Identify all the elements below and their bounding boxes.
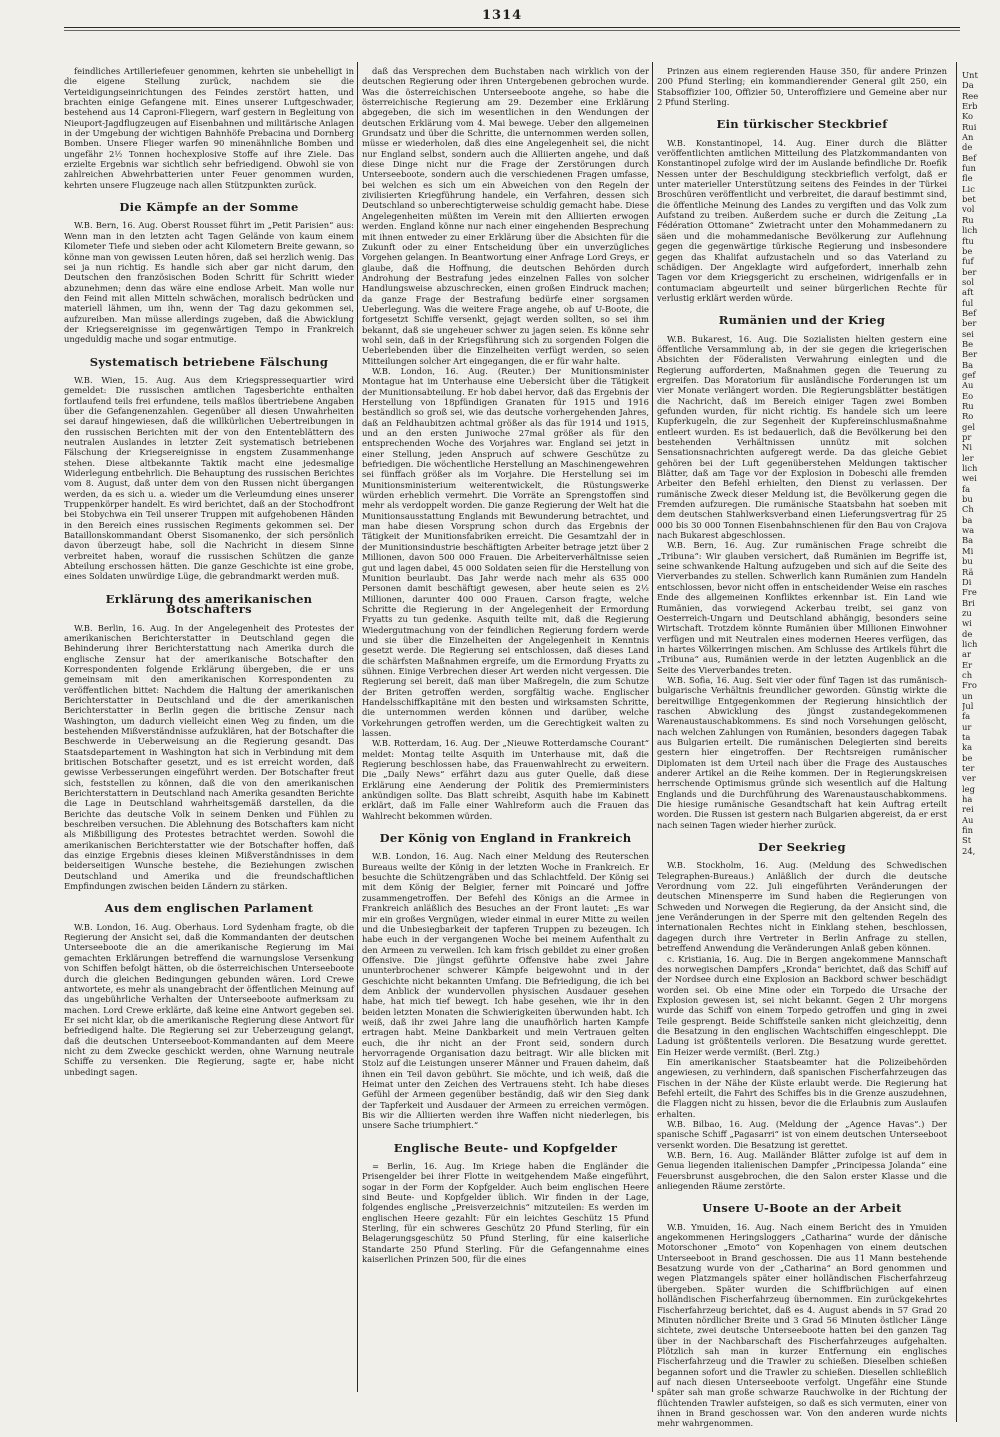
- edge-fragment: ba: [962, 514, 973, 525]
- edge-fragment: Ru: [962, 401, 974, 411]
- edge-fragment: Be: [962, 338, 974, 349]
- header-rule-thin: [64, 30, 960, 31]
- edge-fragment: St: [962, 835, 972, 846]
- edge-fragment: vol: [962, 204, 975, 215]
- edge-fragment: de: [962, 142, 973, 153]
- edge-fragment: fuf: [962, 256, 974, 267]
- column-divider-1: [357, 62, 358, 1392]
- edge-fragment: Unt: [962, 70, 978, 80]
- edge-fragment: zu: [962, 607, 972, 618]
- rumaenien-article-2: W.B. Bern, 16. Aug. Zur rumänischen Frage schreibt die „Tribuna“: Wir glauben versichert, daß Rumänien im Begriffe ist, seine schwankende Haltung aufzugeben und sich auf die Seite des Vierverbandes zu stellen. Schwerlich kann Rumänien zum Handeln entschlossen, bevor nicht offen in entscheidender Weise ein rasches Ende des allgemeinen Konfliktes erkennbar ist. Ein Land wie Rumänien, das vorwiegend Ackerbau treibt, sei ganz von Oesterreich-Ungarn und Deutschland abhängig, besonders seine Wirtschaft. Trotzdem könnte Rumänien über Millionen Einwohner verfügen und mit Neutralen eines modernen Heeres verfügen, das in hartes Völkerringen mischen. Am Schlusse des Artikels führt die „Tribuna“ aus, Rumänien werde in der letzten Augenblick an die Seite des Vierverbandes treten.: [657, 540, 947, 675]
- edge-fragment: bu: [962, 556, 973, 567]
- munition-article: W.B. London, 16. Aug. (Reuter.) Der Munitionsminister Montague hat im Unterhause eine Uebersicht über die Tätigkeit der Munitionsabteilung. Er hob dabei hervor, daß das Ergebnis der Herstellung von 18pfündigen Granaten für 1915 und 1916 beständlich so groß sei, wie das deutsche vorhergehenden Jahres, daß an Feldhaubitzen achtmal größer als das für 1914 und 1915, und an den ersten Juniwoche 27mal größer als für den entsprechenden Woche des Vorjahres war. England sei jetzt in einer Stellung, jeden Anspruch auf schwere Geschütze zu befriedigen. Die wöchentliche Herstellung an Maschinengewehren sei fünffach größer als im Vorjahre. Die Herstellung sei im Munitionsministerium weiterentwickelt, die Rüstungswerke würden erheblich vermehrt. Die Vorräte an Sprengstoffen sind mehr als verdoppelt worden. Die ganze Regierung der Welt hat die Munitionsausstattung Englands mit Bewunderung betrachtet, und man habe diesen Vorsprung schon durch das Ergebnis der Tätigkeit der Munitionsfabriken erreicht. Die Gesamtzahl der in der Munitionsindustrie beschäftigten Arbeiter betrage jetzt über 2 Millionen, davon 500 000 Frauen. Die Arbeiterverhältnisse seien gut und lagen dabei, 45 000 Soldaten seien für die Herstellung von Munition beurlaubt. Das Jahr werde nach mehr als 635 000 Personen damit beschäftigt gewesen, aber heute seien es 2½ Millionen, darunter 400 000 Frauen. Carson fragte, welche Schritte die Regierung in der Angelegenheit der Ermordung Fryatts zu tun gedenke. Asquith teilte mit, daß die Regierung Wiedergutmachung von der feindlichen Regierung fordern werde und sie über die Einzelheiten der Angelegenheit in Kenntnis gesetzt werde. Die Regierung sei entschlossen, daß dieses Land die schärfsten Maßnahmen ergreife, um die Ermordung Fryatts zu sühnen. Einige Verbrechen dieser Art werden nicht vergessen. Die Regierung sei bereit, daß man über Maßregeln, die zum Schutze der Briten getroffen werden, sorgfältig wache. Englischer Handelsschiffkapitäne mit den besten und wirksamsten Schritte, die unternommen werden können und darüber, welche Vorkehrungen getroffen werden, um die Gerechtigkeit walten zu lassen.: [362, 365, 649, 738]
- edge-fragment: fin: [962, 825, 973, 836]
- edge-fragment: sol: [962, 276, 975, 287]
- edge-fragment: wei: [962, 473, 977, 484]
- uboote-article: W.B. Ymuiden, 16. Aug. Nach einem Bericht des in Ymuiden angekommenen Heringsloggers „Catharina“ wurde der dänische Motorschoner „Emoto“ von Kopenhagen von einem deutschen Unterseeboot in Brand geschossen. Die aus 11 Mann bestehende Besatzung wurde von der „Catharina“ an Bord genommen und wegen Platzmangels später einer holländischen Fischerfahrzeug übergeben. Später wurden die Schiffbrüchigen auf einen holländischen Fischerfahrzeug übernommen. Ein zurückgekehrtes Fischerfahrzeug berichtet, daß es 4. August abends in 57 Grad 20 Minuten nördlicher Breite und 3 Grad 56 Minuten östlicher Länge sichtete, zwei deutsche Unterseeboote hatten bei den ganzen Tag über in der Nachbarschaft des Fischerfahrzeuges aufgehalten. Plötzlich sah man in kurzer Entfernung ein englisches Fischerfahrzeug und die Trawler zu schießen. Dieselben schießen begannen sofort und die Trawler zu schießen. Diesellen schließlich auf nach diesen Unterseeboote verfolgt. Ungefähr eine Stunde später sah man große schwarze Rauchwolke in der Richtung der flüchtenden Trawler aufsteigen, so daß es sich vermuten, einer von ihnen in Brand geschossen war. Von den anderen wurde nichts mehr wahrgenommen.: [657, 1221, 947, 1429]
- rumaenien-article-3: W.B. Sofia, 16. Aug. Seit vier oder fünf Tagen ist das rumänisch-bulgarische Verhältnis freundlicher geworden. Günstig wirkte die bereitwillige Entgegenkommen der Regierung hinsichtlich der raschen Abwicklung des jüngst zustandegekommenen Warenaustauschabkommens. Es sind noch Vorsehungen gelöscht, nach welchen Zahlungen von Rumänien, besonders dagegen Tabak aus Bulgarien erteilt. Die rumänischen Delegierten sind bereits gestern hier eingetroffen. Der Rechtsreigen rumänischer Diplomaten ist dem Urteil nach über die Frage des Austausches anderer Artikel an die Reihe kommen. Der in Regierungskreisen herrschende Optimismus gründe sich wesentlich auf die Haltung Englands und die Durchführung des Warenaustauschabkommens. Die hiesige rumänische Gesandtschaft hat kein Auftrag erteilt worden. Die Russen ist gestern nach Bulgarien abgereist, da er erst nach seinen Tagen wieder hierher zurück.: [657, 674, 947, 830]
- edge-fragment: lich: [962, 463, 978, 474]
- steckbrief-heading: Ein türkischer Steckbrief: [716, 117, 888, 132]
- edge-fragment: bet: [962, 194, 976, 205]
- column-2: [362, 66, 649, 1265]
- edge-fragment: Da: [962, 80, 974, 91]
- edge-fragment: Jul: [962, 700, 974, 711]
- edge-fragment: Erb: [962, 101, 978, 112]
- edge-fragment: Au: [962, 380, 974, 391]
- edge-fragment: lich: [962, 225, 978, 236]
- edge-fragment: ful: [962, 297, 974, 308]
- edge-fragment: sei: [962, 328, 974, 339]
- edge-fragment: lich: [962, 638, 978, 649]
- right-edge-divider: [956, 62, 957, 1422]
- edge-fragment: Rui: [962, 121, 977, 132]
- header-rule: [64, 27, 960, 28]
- edge-fragment: Rä: [962, 566, 974, 577]
- edge-fragment: ur: [962, 721, 972, 732]
- column-1: [64, 66, 354, 1077]
- edge-fragment: Ba: [962, 359, 974, 370]
- column-3: [657, 66, 947, 1429]
- edge-fragment: wi: [962, 618, 972, 629]
- parlament-article: W.B. London, 16. Aug. Oberhaus. Lord Sydenham fragte, ob die Regierung der Ansicht sei, daß die Kommandanten der deutschen Unterseeboote die an die amerikanische Regierung im Mai gemachten Erklärungen betreffend die warnungslose Versenkung von Schiffen befolgt hätten, ob die österreichischen Unterseeboote durch die gleichen Bedingungen gebunden wären. Lord Crewe antwortete, es mehr als unangebracht der öffentlichen Meinung auf das ungebührliche Verhalten der Unterseeboote aufmerksam zu machen. Lord Crewe erklärte, daß keine eine Antwort gegeben sei. Er sei nicht klar, ob die amerikanische Regierung diese Antwort für befriedigend halte. Die Regierung sei zur Ueberzeugung gelangt, daß die deutschen Unterseeboot-Kommandanten auf dem Meere nicht zu dem Zwecke geschickt werden, ohne Warnung neutrale Schiffe zu versenken. Die Regierung, sagte er, habe nicht unbedingt sagen.: [64, 921, 354, 1077]
- edge-fragment: Ba: [962, 535, 974, 546]
- column-2-intro: daß das Versprechen dem Buchstaben nach wirklich von der deutschen Regierung oder ihren Untergebenen gebrochen wurde. Was die österreichischen Unterseeboote angehe, so habe die österreichische Regierung am 29. Dezember eine Erklärung abgegeben, die sich im wesentlichen in den Wendungen der deutschen Erklärung vom 4. Mai bewege. Ueber den allgemeinen Grundsatz und über die Schritte, die unternommen werden sollen, müsse er wiederholen, daß dies eine Angelegenheit sei, die nicht nur England selbst, sondern auch die Alliierten angehe, und daß diese Dinge nicht nur die Frage der Zerstörungen durch Unterseeboote, sondern auch die verschiedenen Fragen umfasse, bei welchen es sich um ein Abweichen von den Regeln der zivilisierten Kriegführung handele, ein Verfahren, dessen sich Deutschland so unberechtigterweise schuldig gemacht habe. Diese Angelegenheiten müßten im Verein mit den Alliierten erwogen werden. England könne nur nach einer eingehenden Besprechung mit ihnen entweder zu einer Erklärung über die Absichten für die Zukunft oder zu einer Entscheidung über ein unverzügliches Vorgehen gelangen. In Beantwortung einer Anfrage Lord Greys, er glaube, daß die Hoffnung, die deutschen Behörden durch Androhung der Bestrafung jedes einzelnen Falles von solcher Handlungsweise abzuschrecken, einen großen Eindruck machen; da ganze Frage der Bestrafung bedürfe einer sorgsamen Ueberlegung. Was die weitere Frage angehe, ob auf U-Boote, die fortgesetzt Schiffe versenkt, gejagt werden sollten, so sei ihm bekannt, daß sie ungeheuer schwer zu jagen seien. Es könne sehr wohl sein, daß in der Kriegsführung sich zu sorgenden Folgen die Ueberlebenden über die Einzelheiten verfügt werden, so seien Mitteilungen solcher Art eingegangen, die er für wahr halte.: [362, 66, 649, 366]
- edge-fragment: Er: [962, 659, 973, 670]
- edge-fragment: ver: [962, 773, 976, 784]
- seekrieg-heading: Der Seekrieg: [758, 840, 846, 855]
- edge-fragment: Bef: [962, 307, 977, 318]
- edge-fragment: wa: [962, 525, 975, 536]
- beute-heading: Englische Beute- und Kopfgelder: [393, 1140, 618, 1155]
- edge-fragment: Eo: [962, 390, 974, 401]
- adjacent-page-fragment: [962, 70, 998, 856]
- edge-fragment: Ch: [962, 504, 974, 515]
- rumaenien-heading: Rumänien und der Krieg: [718, 313, 886, 328]
- edge-fragment: Ko: [962, 111, 974, 122]
- edge-fragment: Ber: [962, 349, 978, 360]
- edge-fragment: ka: [962, 742, 973, 753]
- edge-fragment: Bef: [962, 152, 977, 163]
- seekrieg-article: W.B. Stockholm, 16. Aug. (Meldung des Schwedischen Telegraphen-Bureaus.) Anläßlich der durch die deutsche Verordnung vom 22. Juli eingeführten Veränderungen der deutschen Minensperre im Sund haben die Regierungen von Schweden und Norwegen die Regierung, da der Ansicht sind, die jene Veränderungen in der Sperre mit den geltenden Regeln des internationalen Rechtes nicht in Einklang stehen, beschlossen, dagegen durch ihre Vertreter in Berlin Anfrage zu stellen, betreffend Anwendung die Veränderungen Anlaß geben können.: [657, 860, 947, 954]
- faelschung-article: W.B. Wien, 15. Aug. Aus dem Kriegspressequartier wird gemeldet: Die russischen amtlichen Tagesberichte enthalten fortlaufend teils frei erfundene, teils maßlos übertriebene Angaben über die Gefangenenzahlen. Gegenüber all diesen Unwahrheiten sei darauf hingewiesen, daß die willkürlichen Uebertreibungen in den russischen Berichten mit der von den Ententeblättern des neutralen Auslandes in letzter Zeit systematisch betriebenen Fälschung der Kriegsereignisse in engstem Zusammenhange stehen. Diese altbekannte Taktik macht eine jedesmalige Widerlegung entbehrlich. Die Behauptung des russischen Berichtes vom 8. August, daß unter dem von den Russen nicht übergangen werden, da es sich u. a. wieder um die Verleumdung eines unserer Truppenkörper handelt. Es wird berichtet, daß an der Stochodfront bei Stobychwa ein Teil unserer Truppen mit aufgehobenen Händen in den Bereich eines russischen Regiments gekommen sei. Der Bataillonskommandant Oberst Sisomanenko, der sich persönlich davon überzeugt habe, soll die Nachricht in diesem Sinne verbreitet haben, worauf die russischen Schützen die ganze Abteilung erschossen hätten. Die ganze Geschichte ist eine grobe, eines Soldaten unwürdige Lüge, die gebrandmarkt werden muß.: [64, 374, 354, 582]
- edge-fragment: ber: [962, 266, 977, 277]
- seekrieg-article-4: W.B. Bilbao, 16. Aug. (Meldung der „Agence Havas“.) Der spanische Schiff „Pagasarri“ ist von einem deutschen Unterseeboot versenkt worden. Die Besatzung ist gerettet.: [657, 1119, 947, 1150]
- edge-fragment: ch: [962, 669, 973, 680]
- edge-fragment: ta: [962, 732, 971, 742]
- edge-fragment: Lic: [962, 183, 975, 194]
- edge-fragment: Fre: [962, 587, 977, 598]
- edge-fragment: fle: [962, 173, 973, 184]
- edge-fragment: ha: [962, 794, 973, 805]
- somme-article: W.B. Bern, 16. Aug. Oberst Rousset führt im „Petit Parisien“ aus: Wenn man in den letzten acht Tagen Gelände von kaum einem Kilometer Tiefe und sieben oder acht Kilometern Breite gewann, so könne man von gewissen Leuten hören, daß sei herzlich wenig. Das sei ja nun richtig. Es handle sich aber gar nicht darum, den Deutschen den französischen Boden Schritt für Schritt wieder abzunehmen; denn das wäre eine endlose Arbeit. Man wolle nur den Feind mit allen Mitteln schwächen, moralisch bedrücken und materiell lähmen, um ihn, wenn der Tag dazu gekommen sei, aufzureiben. Man müsse allerdings zugeben, daß die Abwicklung der Kriegsereignisse im gegenwärtigen Tempo in Frankreich ungeduldig mache und sogar entmutige.: [64, 220, 354, 345]
- edge-fragment: 24,: [962, 845, 976, 856]
- edge-fragment: Ni: [962, 442, 973, 453]
- edge-fragment: fa: [962, 711, 971, 722]
- edge-fragment: Au: [962, 814, 974, 825]
- edge-fragment: leg: [962, 783, 975, 794]
- edge-fragment: fa: [962, 483, 971, 494]
- edge-fragment: gef: [962, 369, 976, 380]
- column-1-intro: feindliches Artilleriefeuer genommen, kehrten sie unbehelligt in die eigene Stellung zurück, nachdem sie die Verteidigungseinrichtungen des Feindes zerstört hatten, und brachten einige Gefangene mit. Eines unserer Luftgeschwader, bestehend aus 14 Caproni-Fliegern, warf gestern in Begleitung von Nieuport-Jagdflugzeugen auf Eisenbahnen und militärische Anlagen in der Umgebung der wichtigen Bahnhöfe Prebacina und Dornberg Bomben. Unsere Flieger warfen 90 minenähnliche Bomben und ungefähr 2½ Tonnen hochexplosive Stoffe auf ihre Ziele. Das erzielte Ergebnis war sichtlich sehr befriedigend. Obwohl sie von zahlreichen Abwehrbatterien unter Feuer genommen wurden, kehrten unsere Flugzeuge nach allen Stützpunkten zurück.: [64, 66, 354, 190]
- uboote-heading: Unsere U-Boote an der Arbeit: [702, 1201, 902, 1216]
- edge-fragment: be: [962, 752, 973, 763]
- edge-fragment: Ree: [962, 90, 979, 101]
- koenig-article: W.B. London, 16. Aug. Nach einer Meldung des Reuterschen Bureaus weilte der König in der letzten Woche in Frankreich. Er besuchte die Schützengräben und das Schlachtfeld. Der König sei mit dem König der Belgier, ferner mit Poincaré und Joffre zusammengetroffen. Der Befehl des Königs an die Armee in Frankreich anläßlich des Besuches an der Front lautet: „Es war mir ein großes Vergnügen, wieder einmal in eurer Mitte zu weilen und die Unbesiegbarkeit der tapferen Truppen zu bezeugen. Ich habe euch in der vergangenen Woche bei meinem Aufenthalt zu den Armeen zu verweilen. Ich kam frisch gebildet zu einer großen Offensive. Die jüngst geführte Offensive habe zwei Jahre ununterbrochener schwerer Kämpfe beigewohnt und in der Geschichte nicht bekannten Umfang. Die Befriedigung, die ich bei dem Anblick der wundervollen physischen Ausdauer gesehen habe, hat mich tief bewegt. Ich habe gesehen, wie ihr in den beiden letzten Monaten die Schwierigkeiten überwunden habt. Ich weiß, daß ihr zwei Jahre lang die unaufhörlich harten Kampfe ertragen habt. Meine Dankbarkeit und mein Vertrauen gelten euch, die ihr nicht an der Front seid, sondern durch hervorragende Organisation dazu beitragt. Wir alle blicken mit Stolz auf die Leistungen unserer Männer und Frauen daheim, daß ihnen ein Teil davon gebührt. Sie möchte, und ich weiß, daß die Heimat unter den Zeichen des Vertrauens steht. Ich habe dieses Gefühl der Armeen gegenüber beständig, daß wir den Sieg dank der Tapferkeit und Ausdauer der Armeen zu erreichen vermögen. Bis wir die Alliierten werden ihre Waffen nicht niederlegen, bis unsere Sache triumphiert.“: [362, 851, 649, 1131]
- edge-fragment: de: [962, 628, 973, 639]
- rotterdam-article: W.B. Rotterdam, 16. Aug. Der „Nieuwe Rotterdamsche Courant“ meldet: Montag teilte Asquith im Unterhause mit, daß die Regierung beschlossen habe, das Frauenwahlrecht zu erweitern. Die „Daily News“ erfährt dazu aus guter Quelle, daß diese Erklärung eine Aenderung der Politik des Premierministers ankündigen sollte. Das Blatt schreibt, Asquith habe im Kabinett erklärt, daß im Falle einer Wahlreform auch die Frauen das Wahlrecht bekommen würden.: [362, 738, 649, 821]
- edge-fragment: gel: [962, 421, 975, 432]
- seekrieg-article-3: Ein amerikanischer Staatsbeamter hat die Polizeibehörden angewiesen, zu verhindern, daß spanischen Fischerfahrzeugen das Fischen in der Nähe der Küste erlaubt werde. Die Regierung hat Befehl erteilt, die Fahrt des Schiffes bis in die Grenze auszudehnen, die Flaggen nicht zu hissen, bevor die die Erlaubnis zum Auslaufen erhalten.: [657, 1056, 947, 1119]
- edge-fragment: be: [962, 245, 973, 256]
- steckbrief-article: W.B. Konstantinopel, 14. Aug. Einer durch die Blätter veröffentlichten amtlichen Mitteilung des Platzkommandanten von Konstantinopel zufolge wird der im Auslande befindliche Dr. Roefik Nessen unter der Beschuldigung steckbrieflich verfolgt, daß er unter materieller Unterstützung seitens des Feindes in der Türkei Broschüren veröffentlicht und verbreitet, die darauf bestimmt sind, die öffentliche Meinung des Landes zu vergiften und das Volk zum Aufstand zu treiben. Außerdem suche er durch die Zeitung „La Fédération Ottomane“ Zwietracht unter den Mohammedanern zu säen und die mohammedanische Bevölkerung zur Auflehnung gegen die gegenwärtige türkische Regierung und insbesondere gegen das Khalifat aufzustacheln und so das Vaterland zu schädigen. Der Angeklagte wird aufgefordert, innerhalb zehn Tagen vor dem Kriegsgericht zu erscheinen, widrigenfalls er in contumaciam abgeurteilt und seiner bürgerlichen Rechte für verlustig erklärt werden würde.: [657, 137, 947, 303]
- edge-fragment: Ru: [962, 214, 974, 225]
- edge-fragment: ar: [962, 649, 971, 660]
- rumaenien-article: W.B. Bukarest, 16. Aug. Die Sozialisten hielten gestern eine öffentliche Versammlung ab, in der sie gegen die kriegerischen Absichten der Föderalisten Verwahrung einlegten und die Regierung aufforderten, Maßnahmen gegen die Teuerung zu ergreifen. Das Moratorium für ausländische Forderungen ist um vier Monate verlängert worden. Die Regierungsblätter bestätigen die Nachricht, daß im Bereich einiger Tagen zwei Bomben gefunden wurden, für nicht richtig. Es handele sich um leere Kupferkugeln, die zur Segenheit der Kupfereinschlusmaßnahme entleert wurden. Es ist bedauerlich, daß die Bevölkerung bei den bestehenden Verhältnissen unnütz mit solchen Sensationsnachrichten aufgeregt werde. Da das gleiche Gebiet gehören bei der Luft gegenüberstehen Meldungen taktischer Blätter, daß am Tage vor der Explosion in Dobeschi alle fremden Arbeiter den Befehl erhielten, den Dienst zu verlassen. Der rumänische Zweck dieser Meldung ist, die Bevölkerung gegen die Fremden aufzuregen. Die rumänische Staatsbahn hat soeben mit dem deutschen Stahlwerksverband einen Lieferungsvertrag für 25 000 bis 30 000 Tonnen Eisenbahnschienen für den Bau von Crajova nach Bukarest abgeschlossen.: [657, 333, 947, 541]
- edge-fragment: ftu: [962, 235, 974, 246]
- botschafter-article: W.B. Berlin, 16. Aug. In der Angelegenheit des Protestes der amerikanischen Berichterstatter in Deutschland gegen die Behinderung ihrer Berichterstattung nach Amerika durch die englische Zensur hat der amerikanische Botschafter den Korrespondenten folgende Erklärung übergeben, die er uns gemeinsam mit den amerikanischen Korrespondenten zu veröffentlichen bittet: Nachdem die Haltung der amerikanischen Berichterstatter in Deutschland und die der amerikanischen Berichterstatter in Berlin gegen die britische Zensur nach Washington, um dadurch vielleicht einen Weg zu finden, um die bestehenden Mißverständnisse aufzuklären, hat der Botschafter die Beschwerde in Ueberweisung an die Regierung gesandt. Das Staatsdepartement in Washington hat sich in Verbindung mit dem britischen Botschafter gesetzt, und es ist erreicht worden, daß gewisse Verbesserungen eingeführt werden. Der Botschafter freut sich, feststellen zu können, daß die von den amerikanischen Berichterstattern in Deutschland nach Amerika gesandten Berichte die Lage in Deutschland wahrheitsgemäß darstellen, da die Berichte das deutsche Volk in seinem Denken und Fühlen zu beschreiben versuchen. Die Ablehnung des Botschafters kam nicht als Mißbilligung des Protestes betrachtet werden. Sowohl die amerikanischen Berichterstatter wie der Botschafter hoffen, daß das einzige Ergebnis dieses kleinen Mißverständnisses in dem beiderseitigen Wunsche bestehe, die Beziehungen zwischen Deutschland und Amerika und die freundschaftlichen Empfindungen zwischen beiden Ländern zu stärken.: [64, 622, 354, 892]
- edge-fragment: An: [962, 132, 974, 143]
- edge-fragment: pr: [962, 432, 972, 443]
- edge-fragment: un: [962, 690, 973, 701]
- column-3-intro: Prinzen aus einem regierenden Hause 350, für andere Prinzen 200 Pfund Sterling; ein kommandierender General gilt 250, ein Stabsoffizier 100, Offizier 50, Unteroffiziere und Gemeine aber nur 2 Pfund Sterling.: [657, 66, 947, 108]
- seekrieg-article-2: c. Kristiania, 16. Aug. Die in Bergen angekommene Mannschaft des norwegischen Dampfers „Kronda“ berichtet, daß das Schiff auf der Nordsee durch eine Explosion an Backbord schwer beschädigt worden sei. Ob eine Mine oder ein Torpedo die Ursache der Explosion gewesen ist, sei nicht bekannt. Gegen 2 Uhr morgens wurde das Schiff von einem Torpedo getroffen und ging in zwei Teile gesprengt. Beide Schiffsteile sanken nicht gleichzeitig, denn die Besatzung in den englischen Wachtschiffen eingeschleppt. Die Ladung ist größtenteils verloren. Die Besatzung wurde gerettet. Ein Heizer werde vermißt. (Berl. Ztg.): [657, 953, 947, 1057]
- edge-fragment: bu: [962, 494, 973, 505]
- koenig-heading: Der König von England in Frankreich: [379, 831, 632, 846]
- edge-fragment: ter: [962, 763, 975, 774]
- edge-fragment: rei: [962, 804, 974, 815]
- page-number: 1314: [482, 8, 523, 23]
- edge-fragment: aft: [962, 287, 974, 298]
- edge-fragment: Fro: [962, 680, 977, 691]
- beute-article: = Berlin, 16. Aug. Im Kriege haben die Engländer die Prisengelder bei ihrer Flotte in weitgehendem Maße eingeführt, sogar in der Form der Kopfgelder. Auch beim englischen Heere sind Beute- und Kopfgelder üblich. Wir finden in der Lage, folgendes englische „Preisverzeichnis“ mitzuteilen: Es werden im englischen Heere gezahlt: Für ein leichtes Geschütz 15 Pfund Sterling, für ein schweres Geschütz 20 Pfund Sterling, für ein Belagerungsgeschütz 50 Pfund Sterling, für eine kaiserliche Standarte 250 Pfund Sterling. Für die Gefangennahme eines kaiserlichen Prinzen 500, für die eines: [362, 1161, 649, 1265]
- edge-fragment: ler: [962, 452, 974, 463]
- seekrieg-article-5: W.B. Bern, 16. Aug. Mailänder Blätter zufolge ist auf dem in Genua liegenden italienischen Dampfer „Principessa Jolanda“ eine Feuersbrunst ausgebrochen, die den Salon erster Klasse und die anliegenden Räume zerstörte.: [657, 1150, 947, 1192]
- botschafter-heading: Erklärung des amerikanischen Botschafters: [105, 591, 313, 617]
- edge-fragment: fun: [962, 163, 976, 174]
- somme-heading: Die Kämpfe an der Somme: [119, 200, 299, 215]
- edge-fragment: Bri: [962, 597, 975, 608]
- edge-fragment: Mi: [962, 545, 974, 556]
- edge-fragment: Di: [962, 576, 972, 587]
- parlament-heading: Aus dem englischen Parlament: [104, 901, 314, 916]
- edge-fragment: ber: [962, 318, 977, 329]
- faelschung-heading: Systematisch betriebene Fälschung: [89, 354, 329, 369]
- column-divider-2: [652, 62, 653, 1392]
- edge-fragment: Ro: [962, 411, 974, 422]
